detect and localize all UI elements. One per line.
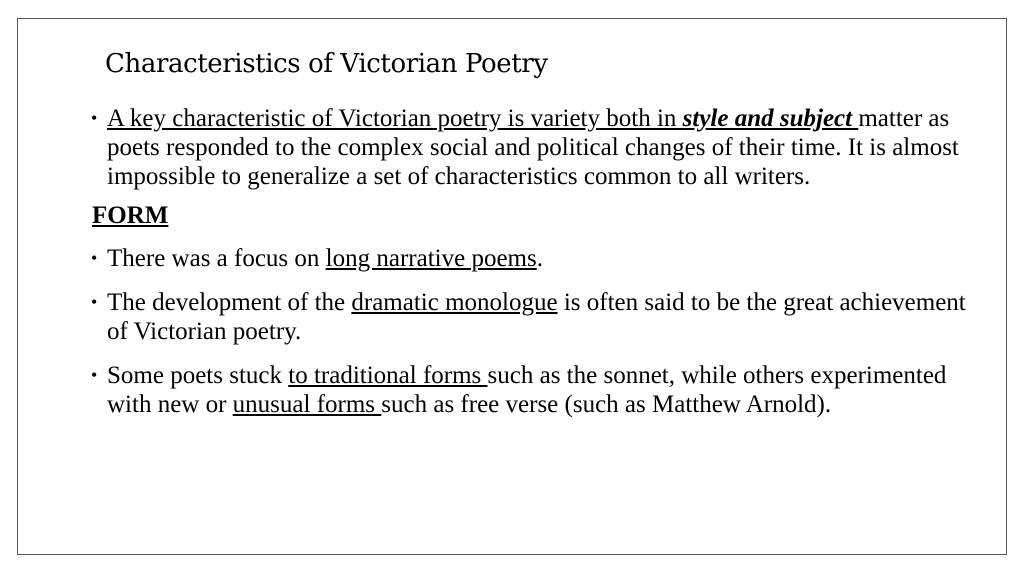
underlined-term: unusual forms (232, 391, 382, 418)
slide (17, 18, 1007, 555)
underlined-term: to traditional forms (288, 362, 488, 389)
slide-title: Characteristics of Victorian Poetry (105, 49, 548, 79)
section-heading-form: FORM (92, 202, 169, 229)
bullet-text: . (536, 245, 543, 272)
bullet-text: such as the sonnet, while others experimented with new or (107, 362, 947, 418)
underlined-term: long narrative poems (325, 245, 537, 272)
underlined-term: dramatic monologue (351, 289, 558, 316)
bullet-text: such as free verse (such as Matthew Arnold). (381, 391, 832, 418)
bullet-text: Some poets stuck (107, 362, 289, 389)
underlined-text: A key characteristic of Victorian poetry is variety both in (107, 105, 683, 132)
bullet-text: The development of the (107, 289, 352, 316)
bullet-monologue (91, 288, 991, 346)
slide-body (91, 104, 991, 419)
bullet-variety (91, 104, 991, 191)
bullet-text: matter as poets responded to the complex social and political changes of their time. It is almost impossible to generalize a set of characteristics common to all writers. (107, 105, 959, 190)
bullet-forms (91, 361, 991, 419)
bullet-narrative (91, 244, 991, 273)
emphasis-style-and: style and (682, 105, 774, 132)
bullet-text: is often said to be the great achievement of Victorian poetry. (107, 289, 966, 345)
bullet-text: There was a focus on (107, 245, 326, 272)
emphasis-subject: subject (779, 105, 853, 132)
